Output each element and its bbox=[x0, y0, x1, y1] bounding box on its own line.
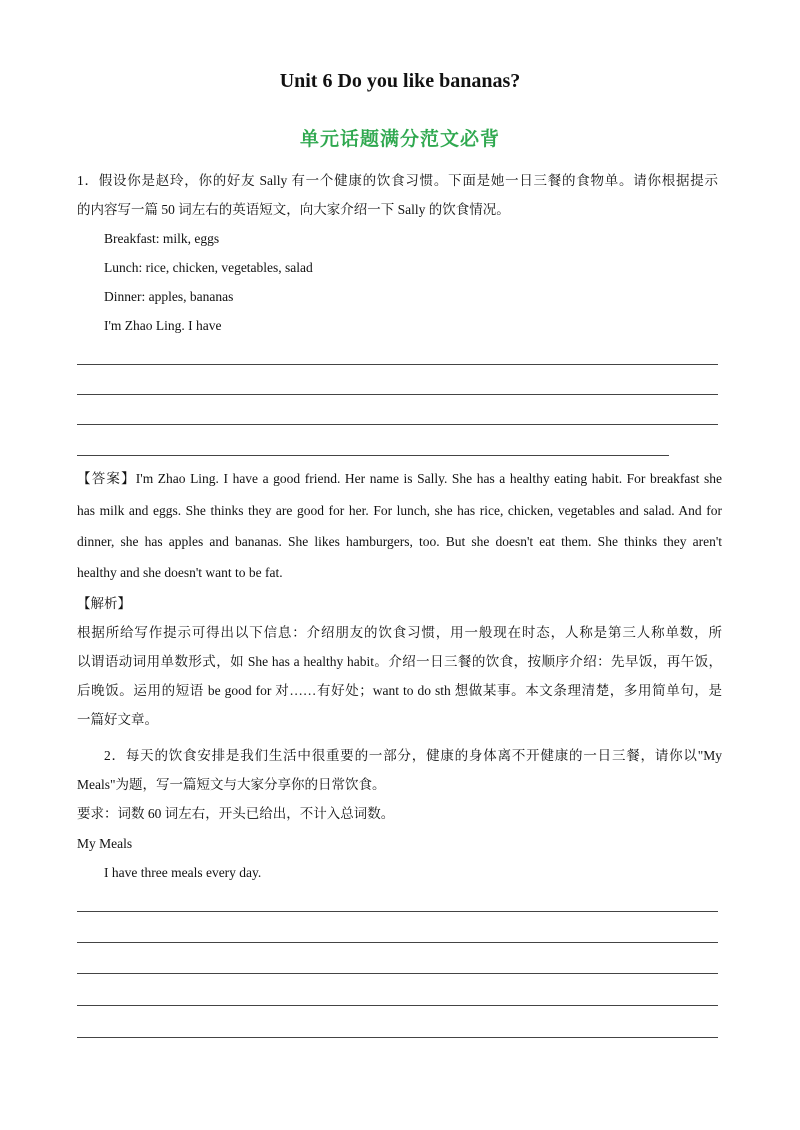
answer-line-3[interactable] bbox=[77, 424, 718, 425]
answer-line-6[interactable] bbox=[77, 942, 718, 943]
question1-essay-start: I'm Zhao Ling. I have bbox=[104, 318, 222, 333]
answer-line-7[interactable] bbox=[77, 973, 718, 974]
answer-line-4[interactable] bbox=[77, 455, 669, 456]
question2-essay-start: I have three meals every day. bbox=[104, 865, 262, 880]
answer-line2: has milk and eggs. She thinks they are good for her. For lunch, she has rice, chicken, vegetables and salad. And for bbox=[77, 503, 722, 518]
answer-line-8[interactable] bbox=[77, 1005, 718, 1006]
question1-prompt-line1: 1．假设你是赵玲，你的好友 Sally 有一个健康的饮食习惯。下面是她一日三餐的食物单。请你根据提示 bbox=[77, 173, 718, 188]
analysis-line4: 一篇好文章。 bbox=[77, 712, 158, 727]
question1-dinner: Dinner: apples, bananas bbox=[104, 289, 234, 304]
question2-prompt-line2: Meals"为题，写一篇短文与大家分享你的日常饮食。 bbox=[77, 777, 386, 792]
question2-prompt-line1: 2．每天的饮食安排是我们生活中很重要的一部分，健康的身体离不开健康的一日三餐，请你以"My bbox=[104, 748, 722, 763]
answer-line-2[interactable] bbox=[77, 394, 718, 395]
analysis-line2: 以谓语动词用单数形式，如 She has a healthy habit。介绍一日三餐的饮食，按顺序介绍：先早饭，再午饭， bbox=[77, 654, 722, 669]
page-title: Unit 6 Do you like bananas? bbox=[279, 70, 521, 92]
question2-essay-title: My Meals bbox=[77, 836, 133, 851]
section-heading: 单元话题满分范文必背 bbox=[299, 128, 500, 150]
answer-line3: dinner, she has apples and bananas. She likes hamburgers, too. But she doesn't eat them. She thinks they aren't bbox=[77, 534, 722, 549]
analysis-label: 【解析】 bbox=[77, 596, 131, 611]
answer-line4: healthy and she doesn't want to be fat. bbox=[77, 565, 283, 580]
question1-prompt-line2: 的内容写一篇 50 词左右的英语短文，向大家介绍一下 Sally 的饮食情况。 bbox=[77, 202, 510, 217]
question1-lunch: Lunch: rice, chicken, vegetables, salad bbox=[104, 260, 313, 275]
answer-line-5[interactable] bbox=[77, 911, 718, 912]
answer-line1: 【答案】I'm Zhao Ling. I have a good friend. Her name is Sally. She has a healthy eating habit. For breakfast she bbox=[77, 471, 722, 486]
answer-line-9[interactable] bbox=[77, 1037, 718, 1038]
analysis-line3: 后晚饭。运用的短语 be good for 对……有好处；want to do sth 想做某事。本文条理清楚，多用简单句，是 bbox=[77, 683, 722, 698]
question1-breakfast: Breakfast: milk, eggs bbox=[104, 231, 220, 246]
answer-line-1[interactable] bbox=[77, 364, 718, 365]
analysis-line1: 根据所给写作提示可得出以下信息：介绍朋友的饮食习惯，用一般现在时态，人称是第三人称单数，所 bbox=[77, 625, 722, 640]
question2-requirement: 要求：词数 60 词左右，开头已给出，不计入总词数。 bbox=[77, 806, 395, 821]
